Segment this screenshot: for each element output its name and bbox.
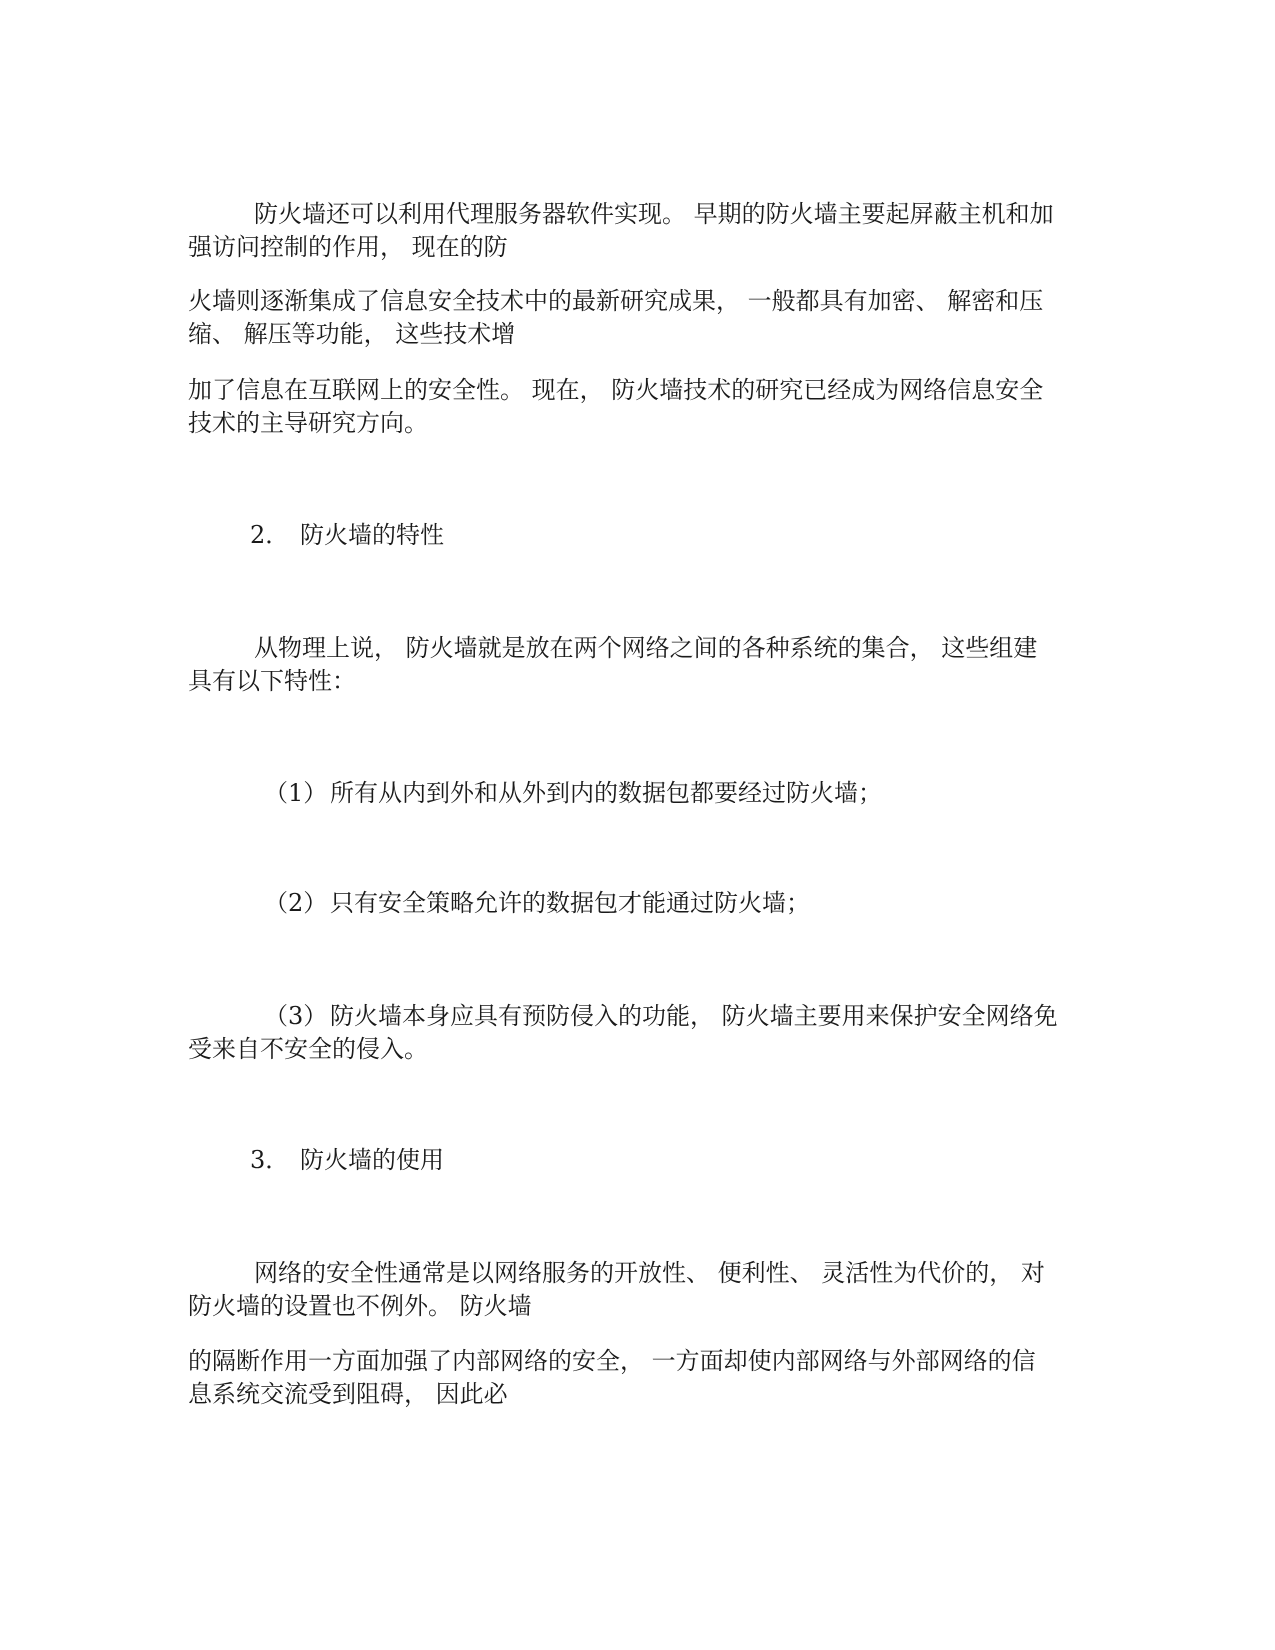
- paragraph-integration: [188, 285, 1088, 351]
- section-title: 防火墙的特性: [300, 521, 444, 549]
- paragraph-line: 息系统交流受到阻碍， 因此必: [188, 1380, 508, 1408]
- paragraph-line: 火墙则逐渐集成了信息安全技术中的最新研究成果， 一般都具有加密、 解密和压: [188, 287, 1044, 315]
- list-item-continuation: 受来自不安全的侵入。: [188, 1035, 428, 1063]
- section-number: 3．: [250, 1146, 290, 1174]
- list-item: [264, 887, 810, 920]
- list-item-text: 所有从内到外和从外到内的数据包都要经过防火墙；: [330, 779, 882, 807]
- paragraph-line: 技术的主导研究方向。: [188, 409, 428, 437]
- section-heading-3: [250, 1144, 444, 1177]
- list-item-marker: （2）: [264, 889, 328, 917]
- section-number: 2．: [250, 521, 290, 549]
- paragraph-line: 缩、 解压等功能， 这些技术增: [188, 320, 516, 348]
- paragraph-proxy-firewall: [188, 198, 1088, 264]
- paragraph-line: 加了信息在互联网上的安全性。 现在， 防火墙技术的研究已经成为网络信息安全: [188, 376, 1044, 404]
- list-item-text: 防火墙本身应具有预防侵入的功能， 防火墙主要用来保护安全网络免: [330, 1002, 1058, 1030]
- paragraph-physical: [188, 632, 1088, 698]
- paragraph-isolation: [188, 1345, 1088, 1411]
- list-item: [264, 777, 882, 810]
- list-item-marker: （1）: [264, 779, 328, 807]
- paragraph-line: 的隔断作用一方面加强了内部网络的安全， 一方面却使内部网络与外部网络的信: [188, 1347, 1036, 1375]
- list-item-marker: （3）: [264, 1002, 328, 1030]
- list-item: [188, 1000, 1088, 1066]
- section-heading-2: [250, 519, 444, 552]
- paragraph-line: 强访问控制的作用， 现在的防: [188, 233, 508, 261]
- paragraph-line: 防火墙的设置也不例外。 防火墙: [188, 1292, 532, 1320]
- paragraph-line: 防火墙还可以利用代理服务器软件实现。 早期的防火墙主要起屏蔽主机和加: [254, 200, 1054, 228]
- paragraph-security-direction: [188, 374, 1088, 440]
- paragraph-line: 从物理上说， 防火墙就是放在两个网络之间的各种系统的集合， 这些组建: [254, 634, 1038, 662]
- paragraph-line: 具有以下特性：: [188, 667, 356, 695]
- list-item-first-line: [188, 1000, 1088, 1033]
- paragraph-usage-cost: [188, 1257, 1088, 1323]
- paragraph-line: 网络的安全性通常是以网络服务的开放性、 便利性、 灵活性为代价的， 对: [254, 1259, 1045, 1287]
- list-item-text: 只有安全策略允许的数据包才能通过防火墙；: [330, 889, 810, 917]
- section-title: 防火墙的使用: [300, 1146, 444, 1174]
